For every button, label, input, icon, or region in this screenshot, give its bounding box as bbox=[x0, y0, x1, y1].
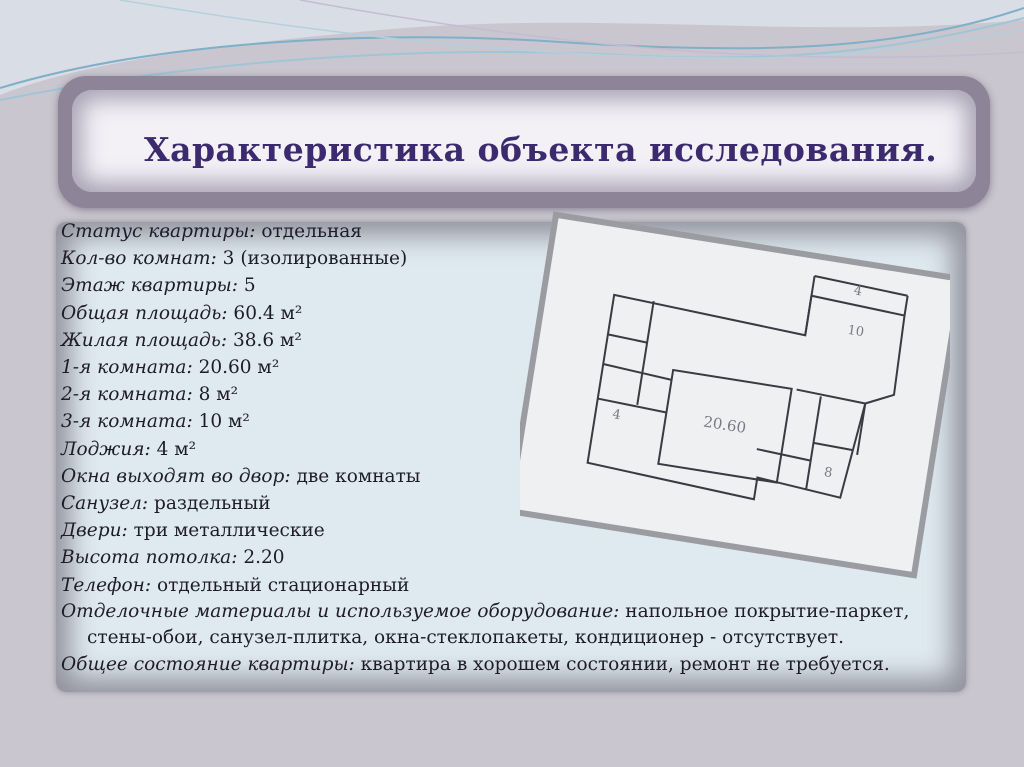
item-value: отдельный стационарный bbox=[151, 574, 410, 596]
item-label: Общее состояние квартиры: bbox=[61, 653, 355, 675]
list-item bbox=[61, 490, 961, 517]
list-item bbox=[61, 517, 961, 544]
item-value: 8 м² bbox=[192, 384, 239, 406]
list-item bbox=[61, 463, 961, 490]
item-value: напольное покрытие-паркет, стены-обои, санузел-плитка, окна-стеклопакеты, кондиционер - отсутствует. bbox=[87, 600, 910, 648]
item-label: Двери: bbox=[61, 520, 128, 542]
item-value: 20.60 м² bbox=[192, 357, 280, 379]
list-item bbox=[61, 218, 961, 245]
title-inner bbox=[72, 90, 976, 192]
item-value: 10 м² bbox=[192, 411, 250, 433]
item-label: Телефон: bbox=[61, 574, 152, 596]
item-label: Лоджия: bbox=[61, 438, 151, 460]
item-label: Высота потолка: bbox=[61, 547, 238, 569]
list-item bbox=[61, 436, 961, 463]
plan-label-4-b: 4 bbox=[611, 407, 622, 424]
item-value: 2.20 bbox=[237, 547, 285, 569]
item-value: 60.4 м² bbox=[227, 302, 303, 324]
item-label: Санузел: bbox=[61, 493, 149, 515]
item-label: 3-я комната: bbox=[61, 411, 193, 433]
list-item bbox=[61, 572, 961, 599]
item-value: 3 (изолированные) bbox=[216, 248, 408, 270]
plan-label-8: 8 bbox=[822, 464, 834, 482]
title-panel bbox=[58, 76, 990, 208]
list-item bbox=[61, 599, 961, 651]
item-value: раздельный bbox=[148, 493, 271, 515]
item-label: Отделочные материалы и используемое оборудование: bbox=[61, 600, 620, 622]
item-label: Этаж квартиры: bbox=[61, 275, 238, 297]
item-label: Окна выходят во двор: bbox=[61, 465, 291, 487]
item-value: две комнаты bbox=[290, 465, 421, 487]
item-value: 4 м² bbox=[150, 438, 197, 460]
item-value: 38.6 м² bbox=[227, 329, 302, 351]
plan-label-10: 10 bbox=[846, 322, 866, 341]
list-item bbox=[61, 300, 961, 327]
list-item bbox=[61, 354, 961, 381]
item-label: 2-я комната: bbox=[61, 384, 193, 406]
item-value: квартира в хорошем состоянии, ремонт не требуется. bbox=[354, 653, 890, 675]
item-value: три металлические bbox=[127, 520, 325, 542]
item-label: Жилая площадь: bbox=[61, 329, 228, 351]
slide-title: Характеристика объекта исследования. bbox=[144, 130, 938, 169]
plan-label-4: 4 bbox=[852, 283, 864, 300]
item-label: Статус квартиры: bbox=[61, 221, 256, 242]
item-value: отдельная bbox=[255, 221, 362, 242]
list-item bbox=[61, 245, 961, 272]
item-value: 5 bbox=[237, 275, 256, 297]
list-item bbox=[61, 381, 961, 408]
list-item bbox=[61, 272, 961, 299]
item-label: 1-я комната: bbox=[61, 357, 193, 379]
list-item bbox=[61, 544, 961, 571]
item-label: Общая площадь: bbox=[61, 302, 228, 324]
characteristics-list bbox=[61, 218, 961, 678]
plan-label-20-60: 20.60 bbox=[702, 412, 748, 438]
list-item bbox=[61, 651, 961, 678]
list-item bbox=[61, 408, 961, 438]
list-item bbox=[61, 327, 961, 354]
item-label: Кол-во комнат: bbox=[61, 248, 217, 270]
